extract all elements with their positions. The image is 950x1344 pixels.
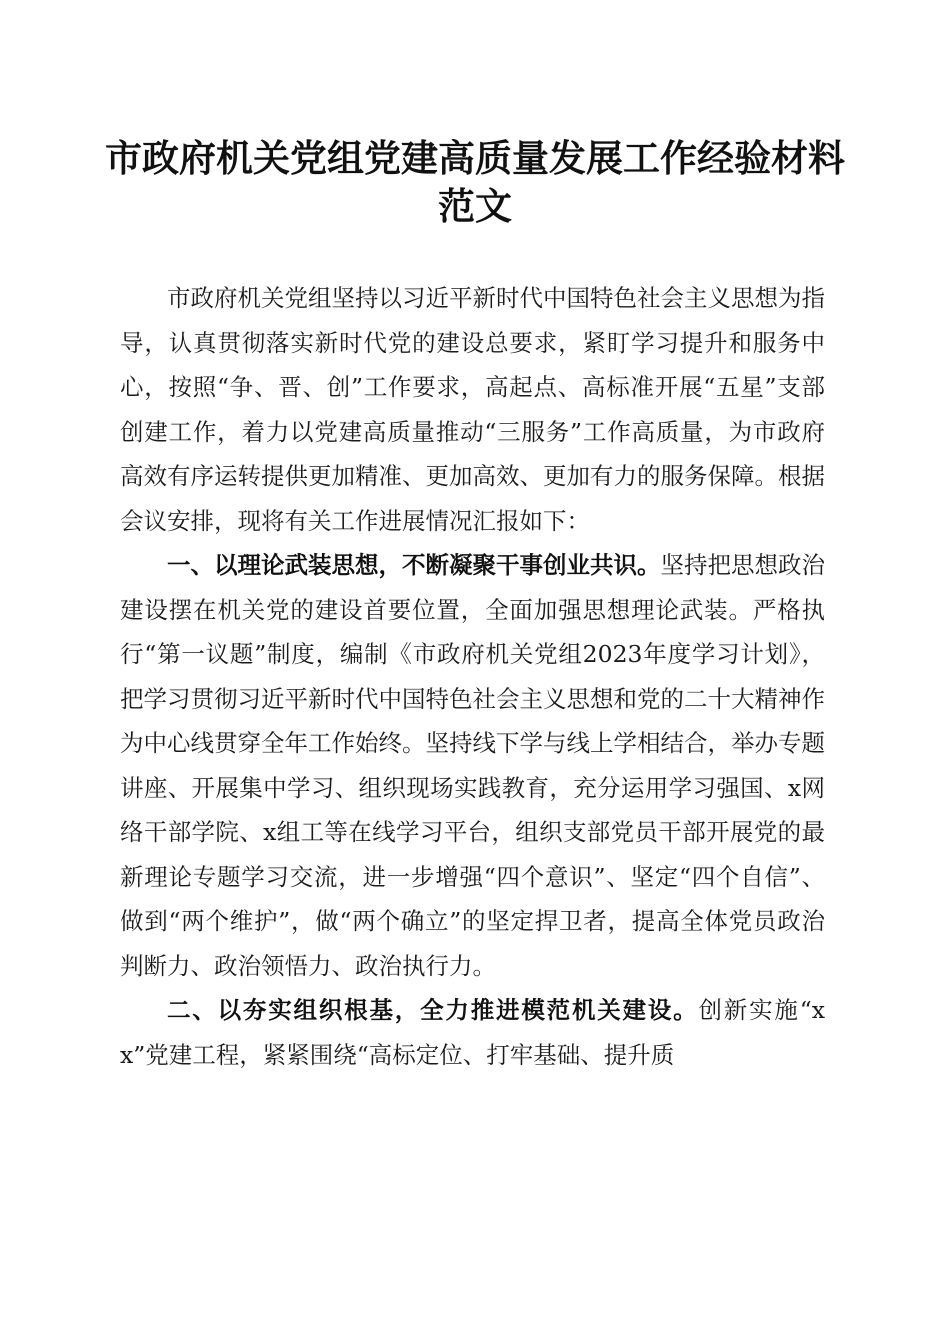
intro-paragraph: 市政府机关党组坚持以习近平新时代中国特色社会主义思想为指导，认真贯彻落实新时代党的建设总要求，紧盯学习提升和服务中心，按照“争、晋、创”工作要求，高起点、高标准开展“五星”支部创建工作，着力以党建高质量推动“三服务”工作高质量，为市政府高效有序运转提供更加精准、更加高效、更加有力的服务保障。根据会议安排，现将有关工作进展情况汇报如下： (120, 284, 825, 535)
section-text-2: 创新实施“xx”党建工程，紧紧围绕“高标定位、打牢基础、提升质 (120, 996, 825, 1069)
section-paragraph-2 (120, 988, 825, 1077)
section-heading-2: 二、以夯实组织根基，全力推进模范机关建设。 (167, 996, 699, 1024)
document-title: 市政府机关党组党建高质量发展工作经验材料范文 (105, 136, 845, 228)
document-body (120, 276, 825, 1077)
section-text-1: 坚持把思想政治建设摆在机关党的建设首要位置，全面加强思想理论武装。严格执行“第一议题”制度，编制《市政府机关党组2023年度学习计划》，把学习贯彻习近平新时代中国特色社会主义思想和党的二十大精神作为中心线贯穿全年工作始终。坚持线下学与线上学相结合，举办专题讲座、开展集中学习、组织现场实践教育，充分运用学习强国、x网络干部学院、x组工等在线学习平台，组织支部党员干部开展党的最新理论专题学习交流，进一步增强“四个意识”、坚定“四个自信”、做到“两个维护”，做“两个确立”的坚定捍卫者，提高全体党员政治判断力、政治领悟力、政治执行力。 (120, 551, 825, 980)
section-heading-1: 一、以理论武装思想，不断凝聚干事创业共识。 (167, 551, 661, 579)
section-paragraph-1 (120, 543, 825, 988)
